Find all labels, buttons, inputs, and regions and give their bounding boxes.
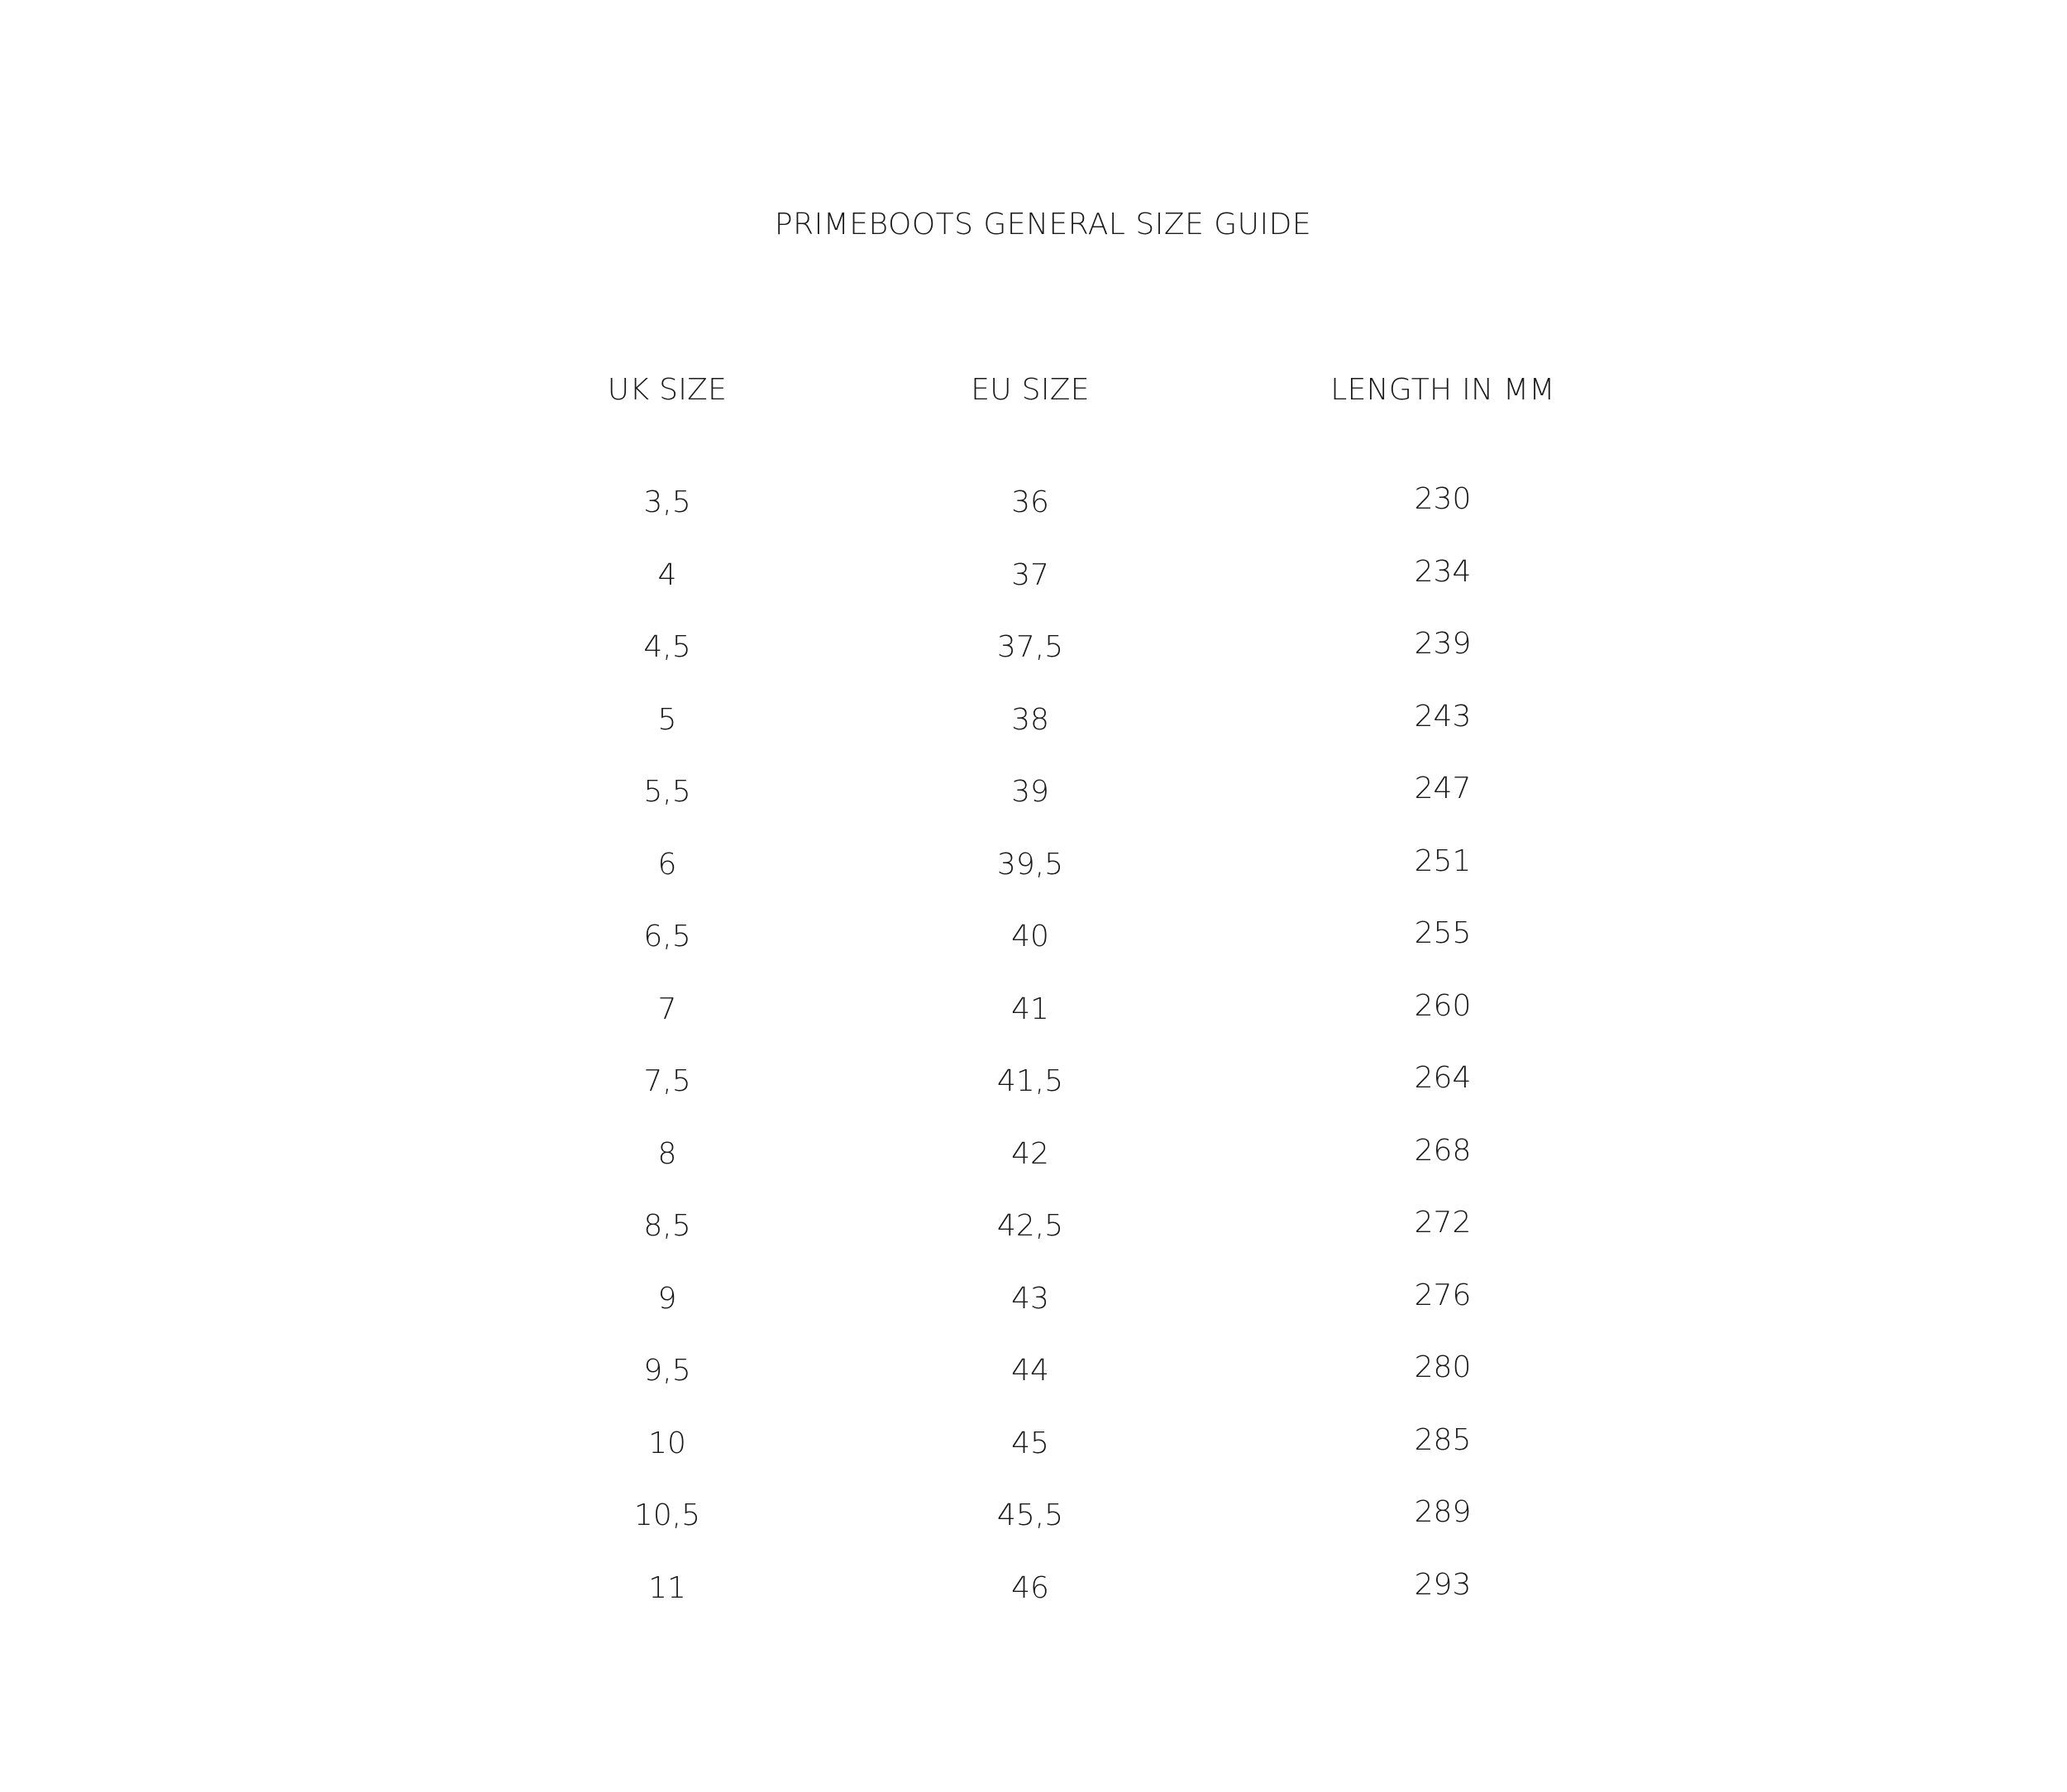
table-cell-uk: 9,5 (643, 1354, 691, 1388)
table-cell-length: 230 (1414, 482, 1472, 516)
table-cell-eu: 37,5 (996, 630, 1064, 664)
table-cell-uk: 3,5 (643, 485, 691, 519)
uk-size-values (461, 485, 874, 1642)
table-cell-uk: 9 (657, 1281, 677, 1316)
table-cell-eu: 40 (1011, 920, 1049, 953)
table-cell-uk: 7,5 (643, 1064, 691, 1098)
eu-size-values (823, 485, 1237, 1642)
table-cell-length: 280 (1414, 1350, 1472, 1384)
table-cell-uk: 4 (657, 557, 677, 592)
table-cell-length: 285 (1414, 1422, 1472, 1457)
table-cell-uk: 5 (657, 702, 677, 737)
table-cell-eu: 42 (1011, 1136, 1049, 1171)
table-cell-length: 260 (1414, 988, 1472, 1023)
table-cell-uk: 10,5 (633, 1498, 701, 1532)
table-cell-length: 239 (1414, 627, 1472, 661)
table-cell-eu: 41 (1011, 992, 1049, 1026)
table-cell-uk: 8,5 (643, 1209, 691, 1243)
table-cell-length: 243 (1414, 699, 1472, 734)
length-values (1236, 481, 1649, 1639)
table-cell-length: 251 (1414, 843, 1472, 878)
table-cell-eu: 39,5 (996, 847, 1064, 882)
table-cell-length: 289 (1414, 1495, 1472, 1529)
table-cell-uk: 8 (657, 1136, 677, 1171)
table-cell-eu: 43 (1011, 1281, 1049, 1316)
table-cell-length: 276 (1414, 1278, 1472, 1312)
table-cell-uk: 6,5 (643, 920, 691, 953)
uk-size-header: UK SIZE (607, 373, 728, 407)
table-cell-uk: 6 (657, 847, 677, 882)
table-cell-length: 234 (1414, 554, 1472, 589)
table-cell-eu: 41,5 (996, 1064, 1064, 1098)
table-cell-length: 247 (1414, 772, 1472, 805)
table-cell-eu: 36 (1011, 485, 1049, 519)
table-cell-length: 272 (1414, 1206, 1472, 1240)
table-cell-eu: 38 (1011, 702, 1049, 737)
table-cell-eu: 45,5 (996, 1498, 1064, 1532)
eu-size-header: EU SIZE (971, 373, 1090, 407)
table-cell-uk: 7 (657, 992, 677, 1026)
table-cell-uk: 5,5 (643, 775, 691, 809)
table-cell-eu: 44 (1011, 1354, 1049, 1388)
table-cell-eu: 46 (1011, 1570, 1049, 1605)
length-header: LENGTH IN MM (1330, 373, 1555, 407)
table-cell-eu: 45 (1011, 1426, 1049, 1460)
table-cell-eu: 42,5 (996, 1209, 1064, 1243)
page-title: PRIMEBOOTS GENERAL SIZE GUIDE (774, 208, 1312, 241)
table-cell-length: 268 (1414, 1133, 1472, 1168)
table-cell-uk: 10 (648, 1426, 686, 1460)
table-cell-length: 255 (1414, 916, 1472, 950)
table-cell-length: 293 (1414, 1567, 1472, 1602)
table-cell-uk: 4,5 (643, 630, 691, 664)
table-cell-eu: 37 (1011, 557, 1049, 592)
table-cell-eu: 39 (1011, 775, 1049, 809)
table-cell-length: 264 (1414, 1061, 1472, 1095)
table-cell-uk: 11 (648, 1570, 686, 1605)
